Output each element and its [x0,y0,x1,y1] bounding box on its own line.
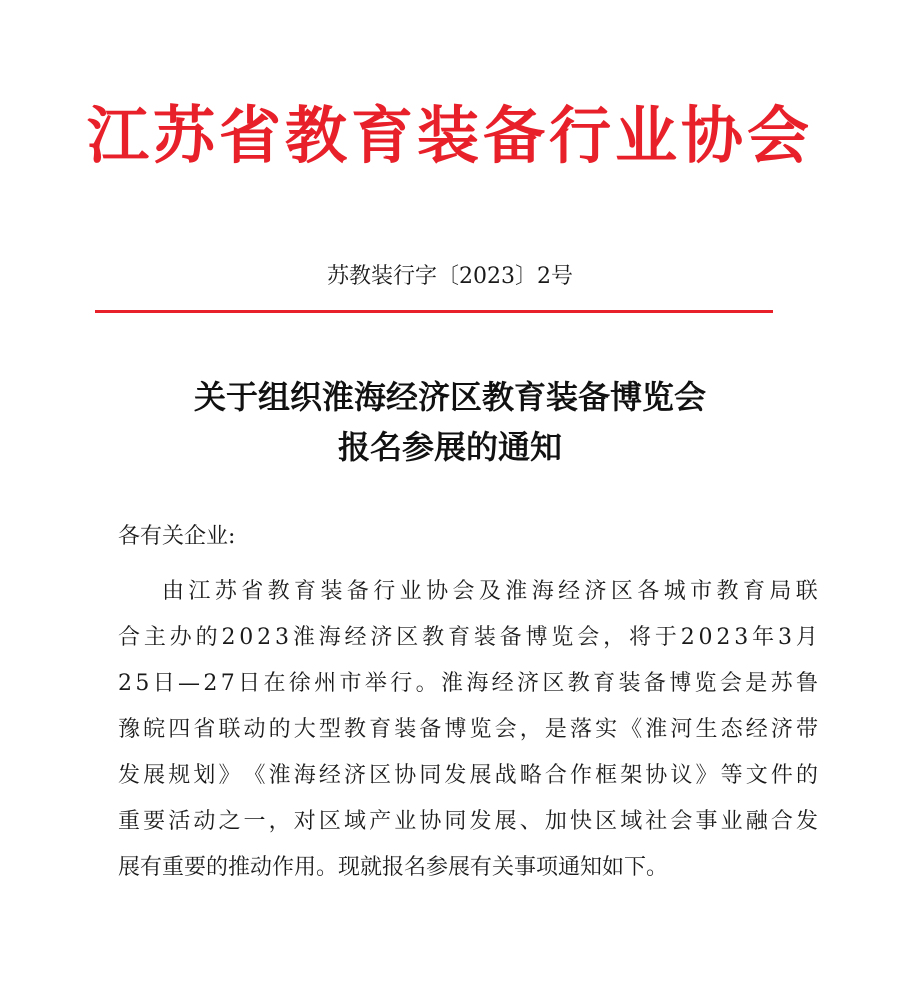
document-number: 苏教装行字〔2023〕2号 [327,264,573,289]
body-line: 豫 皖 四 省 联 动 的 大 型 教 育 装 备 博 览 会 ， 是 落 实 《 淮 河 生 态 经 济 带 [118,717,818,742]
body-line: 重 要 活 动 之 一 ， 对 区 域 产 业 协 同 发 展 、 加 快 区 域 社 会 事 业 融 合 发 [118,809,818,834]
notice-title [0,372,900,472]
body-line: 展有重要的推动作用。现就报名参展有关事项通知如下。 [118,855,669,880]
body-paragraph [118,569,818,891]
body-line: 由 江 苏 省 教 育 装 备 行 业 协 会 及 淮 海 经 济 区 各 城 市 教 育 局 联 [162,579,818,604]
salutation: 各有关企业: [118,524,236,549]
body-line: 发 展 规 划 》 《 淮 海 经 济 区 协 同 发 展 战 略 合 作 框 架 协 议 》 等 文 件 的 [118,763,818,788]
notice-title-line-1: 关于组织淮海经济区教育装备博览会 [193,378,706,416]
body-line: 合 主 办 的 2 0 2 3 淮 海 经 济 区 教 育 装 备 博 览 会 ， 将 于 2 0 2 3 年 3 月 [118,625,818,650]
red-divider-line [95,310,773,313]
organization-header: 江苏省教育装备行业协会 [86,99,813,172]
notice-title-line-2: 报名参展的通知 [337,428,562,466]
body-line: 2 5 日 — 2 7 日 在 徐 州 市 举 行 。 淮 海 经 济 区 教 育 装 备 博 览 会 是 苏 鲁 [118,671,818,696]
